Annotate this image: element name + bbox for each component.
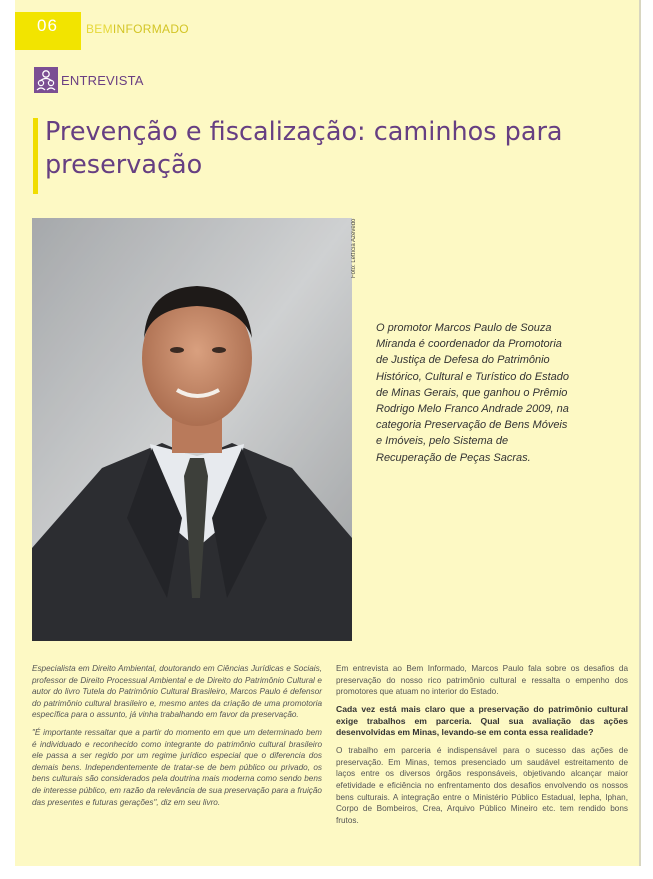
title-accent-bar — [33, 118, 38, 194]
intro-paragraph: Especialista em Direito Ambiental, doutorando em Ciências Jurídicas e Sociais, professor de Direito Processual Ambiental e de Direito do Patrimônio Cultural e autor do livro Tutela do Patrimônio Cultural Brasileiro, Marcos Paulo é defensor do patrimônio cultural brasileiro e, mesmo antes da criação de uma promotoria específica para o assunto, já vinha trabalhando em favor da preservação. — [32, 664, 322, 720]
portrait-photo — [32, 218, 352, 641]
section-label: ENTREVISTA — [61, 72, 144, 88]
publication-label-light: BEM — [86, 22, 113, 36]
page-edge — [639, 0, 641, 866]
interview-answer: O trabalho em parceria é indispensável para o sucesso das ações de preservação. Em Minas, temos presenciado um saudável estreitamento de laços entre os diversos órgãos responsáveis, objetivando alcançar maior efetividade e eficiência no enfrentamento dos desafios envolvendo os nossos bens culturais. A integração entre o Ministério Público Estadual, Iepha, Iphan, Corpo de Bombeiros, Crea, Arquivo Público Mineiro etc. tem rendido bons frutos. — [336, 746, 628, 825]
interview-question: Cada vez está mais claro que a preservação do patrimônio cultural exige trabalhos em parceria. Qual sua avaliação das ações desenvolvidas em Minas, levando-se em conta essa realidade? — [336, 703, 628, 738]
column-left — [32, 663, 322, 814]
section-header — [34, 67, 144, 93]
publication-label — [86, 22, 189, 36]
article-title: Prevenção e fiscalização: caminhos para preservação — [45, 117, 563, 180]
column-right — [336, 663, 628, 832]
photo-caption: O promotor Marcos Paulo de Souza Miranda é coordenador da Promotoria de Justiça de Defesa do Patrimônio Histórico, Cultural e Turístico do Estado de Minas Gerais, que ganhou o Prêmio Rodrigo Melo Franco Andrade 2009, na categoria Preservação de Bens Móveis e Imóveis, pelo Sistema de Recuperação de Peças Sacras. — [376, 322, 569, 464]
people-icon — [34, 67, 58, 93]
interview-intro: Em entrevista ao Bem Informado, Marcos Paulo fala sobre os desafios da preservação do nosso rico patrimônio cultural e ressalta o empenho dos promotores que atuam no interior do Estado. — [336, 664, 628, 697]
page-number: 06 — [15, 12, 81, 50]
photo-credit: Foto: Lettícia Azevedo — [351, 218, 357, 278]
quote-paragraph: "É importante ressaltar que a partir do momento em que um determinado bem é individuado e reconhecido como integrante do patrimônio cultural brasileiro ele passa a ser regido por um regime jurídico especial que o diferencia dos demais bens. Independentemente de tratar-se de bem público ou privado, os bens culturais são considerados pela doutrina mais moderna como sendo bens de interesse público, em razão da relevância de sua preservação para a fruição das presentes e futuras gerações", diz em seu livro. — [32, 727, 322, 807]
publication-label-bold: INFORMADO — [112, 22, 189, 36]
